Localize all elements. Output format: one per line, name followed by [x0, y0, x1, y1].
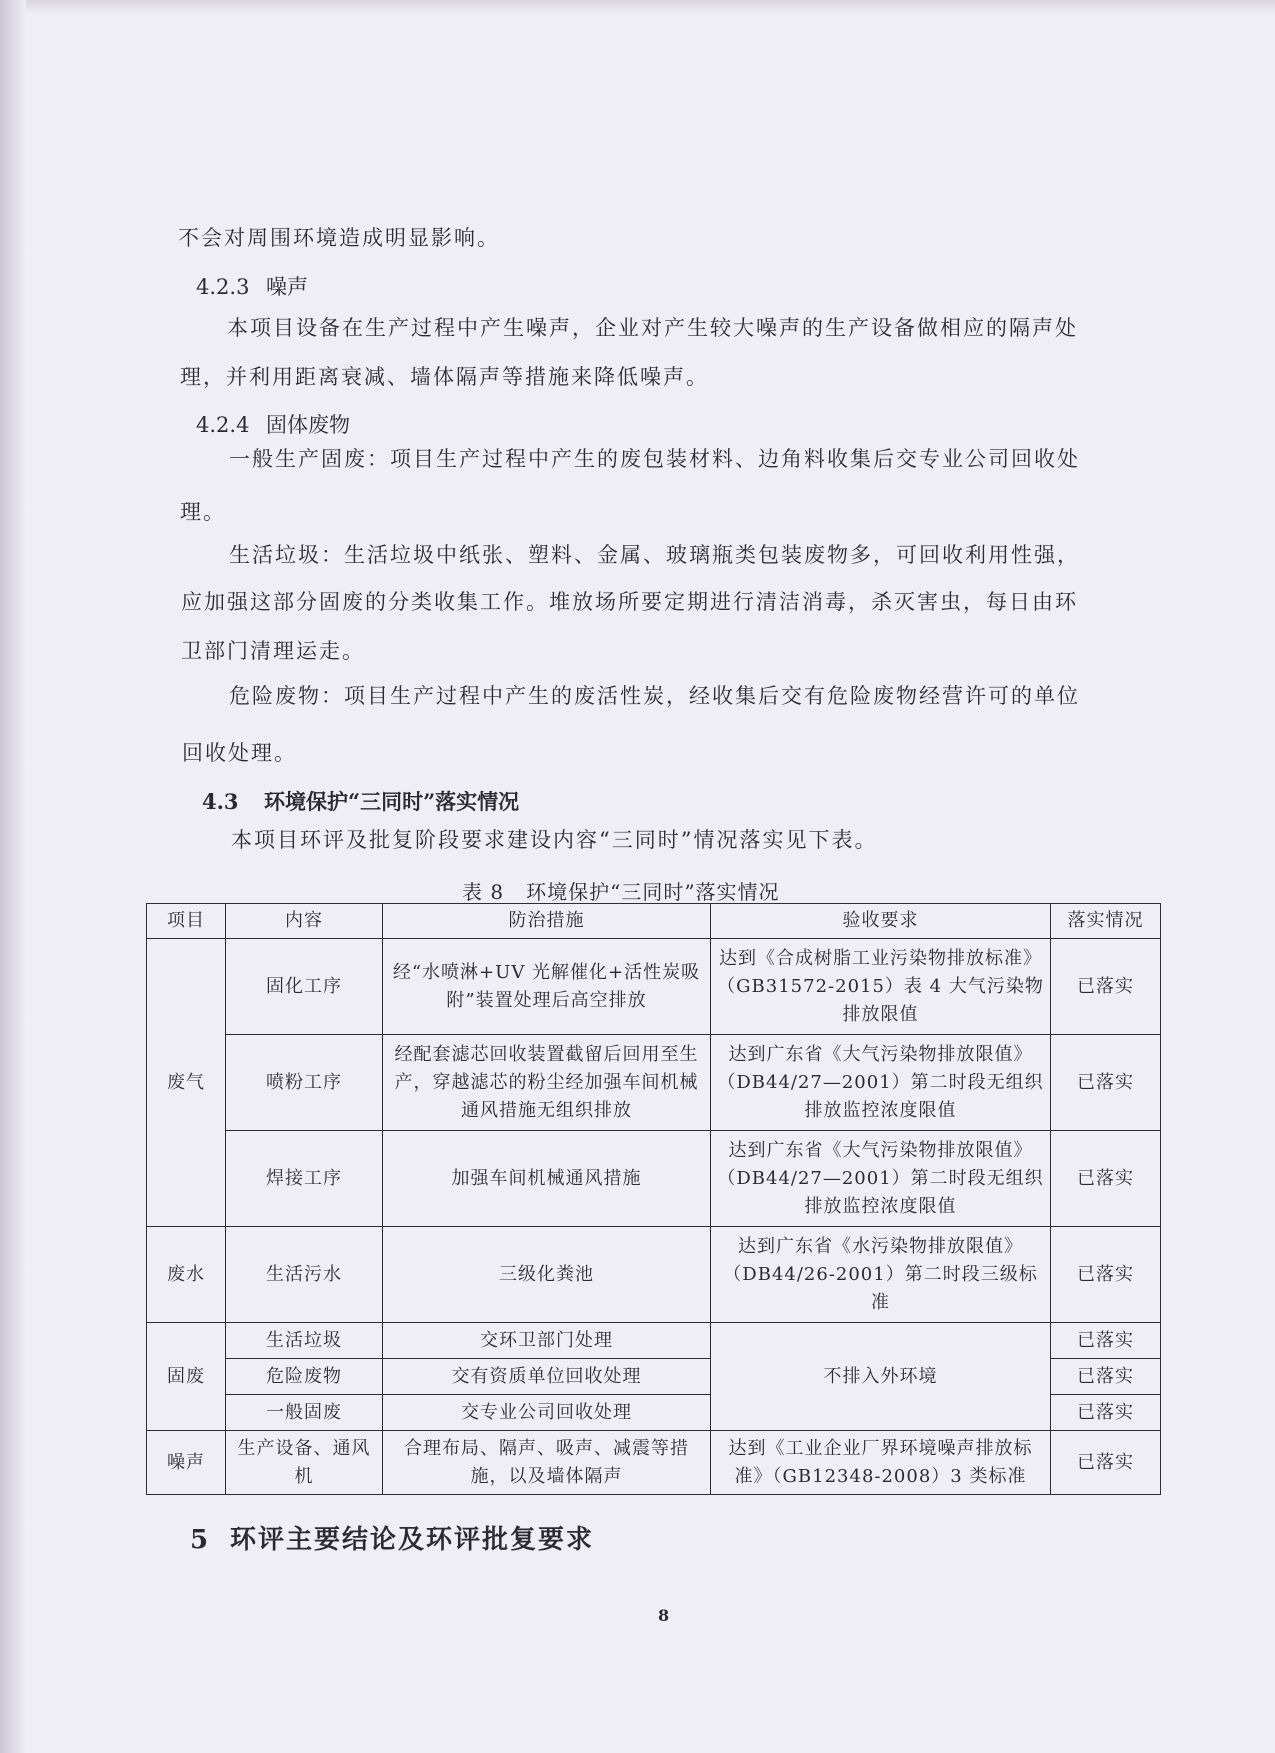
general-waste-paragraph-line: 一般生产固废：项目生产过程中产生的废包装材料、边角料收集后交专业公司回收处	[229, 447, 1080, 471]
measure-cell: 加强车间机械通风措施	[383, 1131, 711, 1227]
content-cell: 一般固废	[226, 1395, 383, 1431]
heading-number: 4.3	[202, 789, 239, 814]
section-4-3-paragraph: 本项目环评及批复阶段要求建设内容“三同时”情况落实见下表。	[231, 828, 878, 852]
status-cell: 已落实	[1051, 1431, 1161, 1495]
content-cell: 焊接工序	[226, 1131, 383, 1227]
domestic-waste-paragraph-line: 卫部门清理运走。	[181, 639, 365, 663]
table-row	[147, 1131, 1161, 1227]
page-number: 8	[658, 1606, 670, 1625]
table-row	[147, 1227, 1161, 1323]
hazardous-waste-paragraph-line: 危险废物：项目生产过程中产生的废活性炭，经收集后交有危险废物经营许可的单位	[229, 684, 1080, 708]
general-waste-paragraph-line: 理。	[180, 500, 226, 524]
heading-5	[190, 1519, 594, 1556]
measure-cell: 交专业公司回收处理	[383, 1395, 711, 1431]
content-cell: 生活垃圾	[226, 1323, 383, 1359]
category-cell: 固废	[147, 1323, 226, 1431]
requirement-cell: 达到广东省《水污染物排放限值》（DB44/26-2001）第二时段三级标准	[711, 1227, 1051, 1323]
heading-number: 4.2.3	[196, 275, 250, 299]
heading-4-2-3	[196, 275, 308, 299]
content-cell: 生产设备、通风机	[226, 1431, 383, 1495]
table-caption-number: 表 8	[462, 880, 505, 904]
paragraph-continuation: 不会对周围环境造成明显影响。	[178, 226, 500, 250]
domestic-waste-paragraph-line: 生活垃圾：生活垃圾中纸张、塑料、金属、玻璃瓶类包装废物多，可回收利用性强，	[229, 543, 1080, 567]
heading-4-3	[202, 786, 519, 816]
table-row	[147, 1323, 1161, 1359]
content-cell: 喷粉工序	[226, 1035, 383, 1131]
measure-cell: 交环卫部门处理	[383, 1323, 711, 1359]
requirement-cell: 不排入外环境	[711, 1323, 1051, 1431]
heading-text: 环评主要结论及环评批复要求	[230, 1525, 595, 1555]
table-row	[147, 1035, 1161, 1131]
table-header-cell: 验收要求	[711, 904, 1051, 939]
table-caption-title: 环境保护“三同时”落实情况	[526, 880, 780, 904]
domestic-waste-paragraph-line: 应加强这部分固废的分类收集工作。堆放场所要定期进行清洁消毒，杀灭害虫，每日由环	[181, 590, 1078, 614]
measure-cell: 经“水喷淋+UV 光解催化+活性炭吸附”装置处理后高空排放	[383, 939, 711, 1035]
table-caption	[462, 876, 780, 905]
requirement-cell: 达到广东省《大气污染物排放限值》（DB44/27—2001）第二时段无组织排放监控浓度限值	[711, 1131, 1051, 1227]
heading-number: 5	[190, 1525, 211, 1555]
table-header-cell: 项目	[147, 904, 226, 939]
content-cell: 生活污水	[226, 1227, 383, 1323]
category-cell: 噪声	[147, 1431, 226, 1495]
measure-cell: 经配套滤芯回收装置截留后回用至生产，穿越滤芯的粉尘经加强车间机械通风措施无组织排放	[383, 1035, 711, 1131]
category-cell: 废气	[147, 939, 226, 1227]
status-cell: 已落实	[1051, 939, 1161, 1035]
measure-cell: 合理布局、隔声、吸声、减震等措施，以及墙体隔声	[383, 1431, 711, 1495]
requirement-cell: 达到《合成树脂工业污染物排放标准》（GB31572-2015）表 4 大气污染物排放限值	[711, 939, 1051, 1035]
table-row	[147, 939, 1161, 1035]
table-row	[147, 1431, 1161, 1495]
heading-text: 环境保护“三同时”落实情况	[264, 789, 520, 814]
status-cell: 已落实	[1051, 1227, 1161, 1323]
noise-paragraph-line: 本项目设备在生产过程中产生噪声，企业对产生较大噪声的生产设备做相应的隔声处	[227, 316, 1078, 340]
table-header-cell: 防治措施	[383, 904, 711, 939]
content-cell: 固化工序	[226, 939, 383, 1035]
table-header-cell: 落实情况	[1051, 904, 1161, 939]
table-header-cell: 内容	[226, 904, 383, 939]
heading-number: 4.2.4	[196, 413, 250, 437]
heading-text: 噪声	[266, 275, 308, 299]
measure-cell: 交有资质单位回收处理	[383, 1359, 711, 1395]
status-cell: 已落实	[1051, 1323, 1161, 1359]
requirement-cell: 达到《工业企业厂界环境噪声排放标准》（GB12348-2008）3 类标准	[711, 1431, 1051, 1495]
table-header-row	[147, 904, 1161, 939]
status-cell: 已落实	[1051, 1395, 1161, 1431]
requirement-cell: 达到广东省《大气污染物排放限值》（DB44/27—2001）第二时段无组织排放监控浓度限值	[711, 1035, 1051, 1131]
heading-4-2-4	[196, 413, 350, 437]
status-cell: 已落实	[1051, 1131, 1161, 1227]
status-cell: 已落实	[1051, 1035, 1161, 1131]
category-cell: 废水	[147, 1227, 226, 1323]
noise-paragraph-line: 理，并利用距离衰减、墙体隔声等措施来降低噪声。	[180, 365, 709, 389]
hazardous-waste-paragraph-line: 回收处理。	[182, 741, 297, 765]
status-cell: 已落实	[1051, 1359, 1161, 1395]
heading-text: 固体废物	[266, 413, 350, 437]
three-simultaneities-table	[146, 903, 1161, 1495]
content-cell: 危险废物	[226, 1359, 383, 1395]
measure-cell: 三级化粪池	[383, 1227, 711, 1323]
